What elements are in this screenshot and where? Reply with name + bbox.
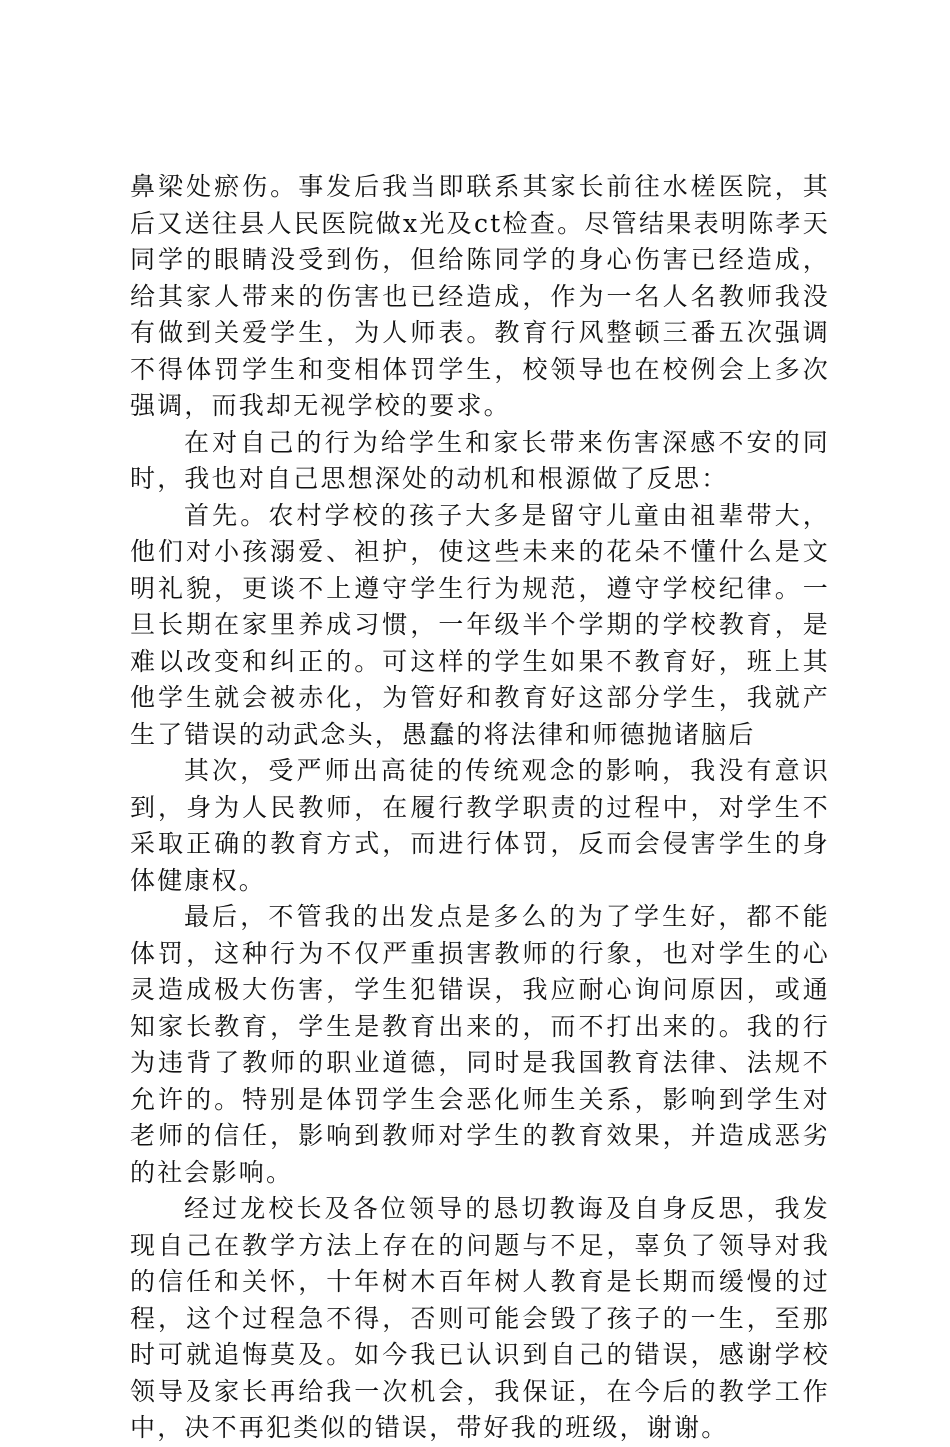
paragraph-conclusion: 经过龙校长及各位领导的恳切教诲及自身反思，我发现自己在教学方法上存在的问题与不足，辜负了领导对我的信任和关怀，十年树木百年树人教育是长期而缓慢的过程，这个过程急不得，否则可能会毁了孩子的一生，至那时可就追悔莫及。如今我已认识到自己的错误，感谢学校领导及家长再给我一次机会，我保证，在今后的教学工作中，决不再犯类似的错误，带好我的班级，谢谢。 bbox=[130, 1194, 830, 1442]
paragraph-second-reason: 其次，受严师出高徒的传统观念的影响，我没有意识到，身为人民教师，在履行教学职责的过程中，对学生不采取正确的教育方式，而进行体罚，反而会侵害学生的身体健康权。 bbox=[130, 756, 830, 895]
paragraph-reflection-intro: 在对自己的行为给学生和家长带来伤害深感不安的同时，我也对自己思想深处的动机和根源做了反思： bbox=[130, 427, 830, 493]
paragraph-third-reason: 最后，不管我的出发点是多么的为了学生好，都不能体罚，这种行为不仅严重损害教师的行象，也对学生的心灵造成极大伤害，学生犯错误，我应耐心询问原因，或通知家长教育，学生是教育出来的，而不打出来的。我的行为违背了教师的职业道德，同时是我国教育法律、法规不允许的。特别是体罚学生会恶化师生关系，影响到学生对老师的信任，影响到教师对学生的教育效果，并造成恶劣的社会影响。 bbox=[130, 902, 830, 1187]
paragraph-first-reason: 首先。农村学校的孩子大多是留守儿童由祖辈带大，他们对小孩溺爱、袒护，使这些未来的花朵不懂什么是文明礼貌，更谈不上遵守学生行为规范，遵守学校纪律。一旦长期在家里养成习惯，一年级半个学期的学校教育，是难以改变和纠正的。可这样的学生如果不教育好，班上其他学生就会被赤化，为管好和教育好这部分学生，我就产生了错误的动武念头，愚蠢的将法律和师德抛诸脑后 bbox=[130, 500, 830, 749]
paragraph-continuation: 鼻梁处瘀伤。事发后我当即联系其家长前往水槎医院，其后又送往县人民医院做x光及ct检查。尽管结果表明陈孝天同学的眼睛没受到伤，但给陈同学的身心伤害已经造成，给其家人带来的伤害也已经造成，作为一名人名教师我没有做到关爱学生，为人师表。教育行风整顿三番五次强调不得体罚学生和变相体罚学生，校领导也在校例会上多次强调，而我却无视学校的要求。 bbox=[130, 172, 830, 420]
document-body bbox=[130, 169, 830, 1447]
